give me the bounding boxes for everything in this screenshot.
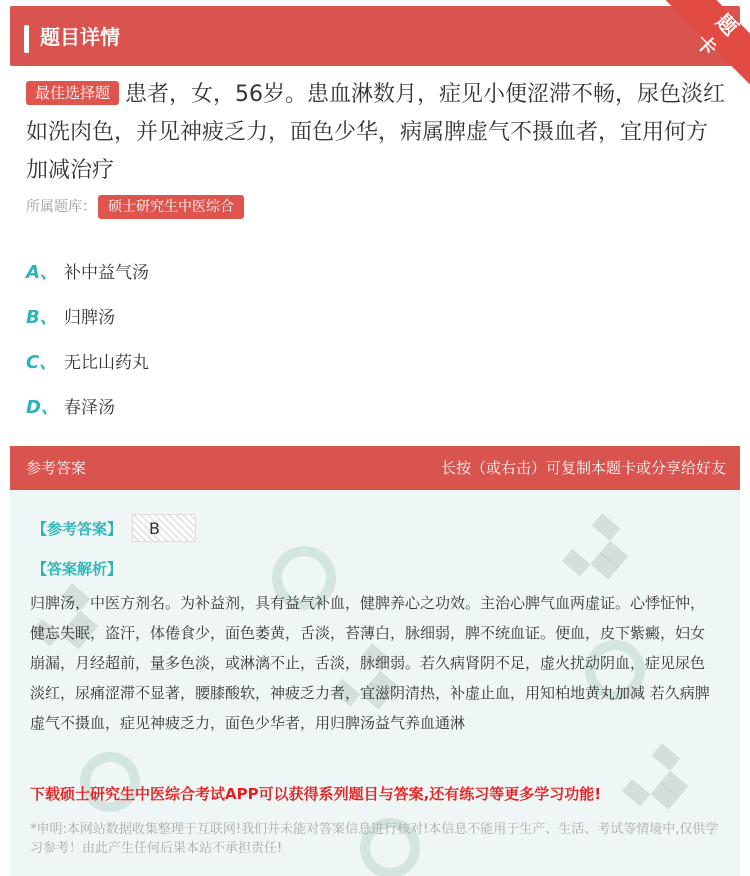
watermark-mark: ▚▞	[623, 744, 699, 822]
option-text: 补中益气汤	[64, 263, 149, 283]
option-letter: D、	[26, 396, 59, 418]
option-a[interactable]	[26, 248, 149, 293]
option-c[interactable]	[26, 338, 149, 383]
share-hint: 长按（或右击）可复制本题卡或分享给好友	[440, 459, 726, 477]
answer-section-header	[10, 446, 740, 490]
page-header	[10, 6, 740, 66]
question-source	[26, 194, 244, 220]
options-list	[26, 248, 149, 428]
option-text: 归脾汤	[64, 308, 115, 328]
source-label: 所属题库：	[26, 199, 96, 215]
watermark-mark: ▚▞	[33, 584, 109, 662]
watermark-mark: ▚▞	[333, 644, 409, 722]
answer-section-title: 参考答案	[26, 459, 87, 477]
analysis-text: 归脾汤，中医方剂名。为补益剂，具有益气补血，健脾养心之功效。主治心脾气血两虚证。心悸怔忡，健忘失眠，盗汗，体倦食少，面色萎黄，舌淡，苔薄白，脉细弱，脾不统血证。便血，皮下紫癜，妇女崩漏，月经超前，量多色淡，或淋漓不止，舌淡，脉细弱。若久病肾阴不足，虚火扰动阴血，症见尿色淡红，尿痛涩滞不显著，腰膝酸软，神疲乏力者，宜滋阴清热，补虚止血，用知柏地黄丸加减 若久病脾虚气不摄血，症见神疲乏力，面色少华者，用归脾汤益气养血通淋	[30, 594, 710, 732]
option-text: 无比山药丸	[64, 353, 149, 373]
answer-value: B	[132, 514, 196, 542]
question-text-block	[26, 76, 726, 190]
answer-label: 【参考答案】	[32, 520, 123, 538]
option-letter: C、	[26, 351, 58, 373]
header-accent-bar	[24, 25, 29, 53]
page-title: 题目详情	[40, 25, 120, 49]
option-d[interactable]	[26, 383, 149, 428]
disclaimer-text: *申明:本网站数据收集整理于互联网!我们并未能对答案信息进行核对!本信息不能用于生产、生活、考试等情境中,仅供学习参考！由此产生任何后果本站不承担责任!	[30, 822, 719, 856]
option-letter: A、	[26, 261, 58, 283]
option-text: 春泽汤	[64, 398, 115, 418]
app-download-promo[interactable]: 下载硕士研究生中医综合考试APP可以获得系列题目与答案,还有练习等更多学习功能!	[30, 785, 602, 803]
analysis-label: 【答案解析】	[32, 560, 123, 578]
question-type-badge: 最佳选择题	[26, 81, 119, 105]
question-text: 患者，女，56岁。患血淋数月，症见小便涩滞不畅，尿色淡红如洗肉色，并见神疲乏力，面色少华，病属脾虚气不摄血者，宜用何方加减治疗	[26, 82, 726, 183]
answer-section-body	[10, 490, 740, 876]
option-b[interactable]	[26, 293, 149, 338]
source-tag[interactable]: 硕士研究生中医综合	[98, 195, 244, 219]
option-letter: B、	[26, 306, 58, 328]
watermark-mark: ▚▞	[563, 514, 639, 592]
ribbon-label: 题卡	[690, 9, 746, 64]
